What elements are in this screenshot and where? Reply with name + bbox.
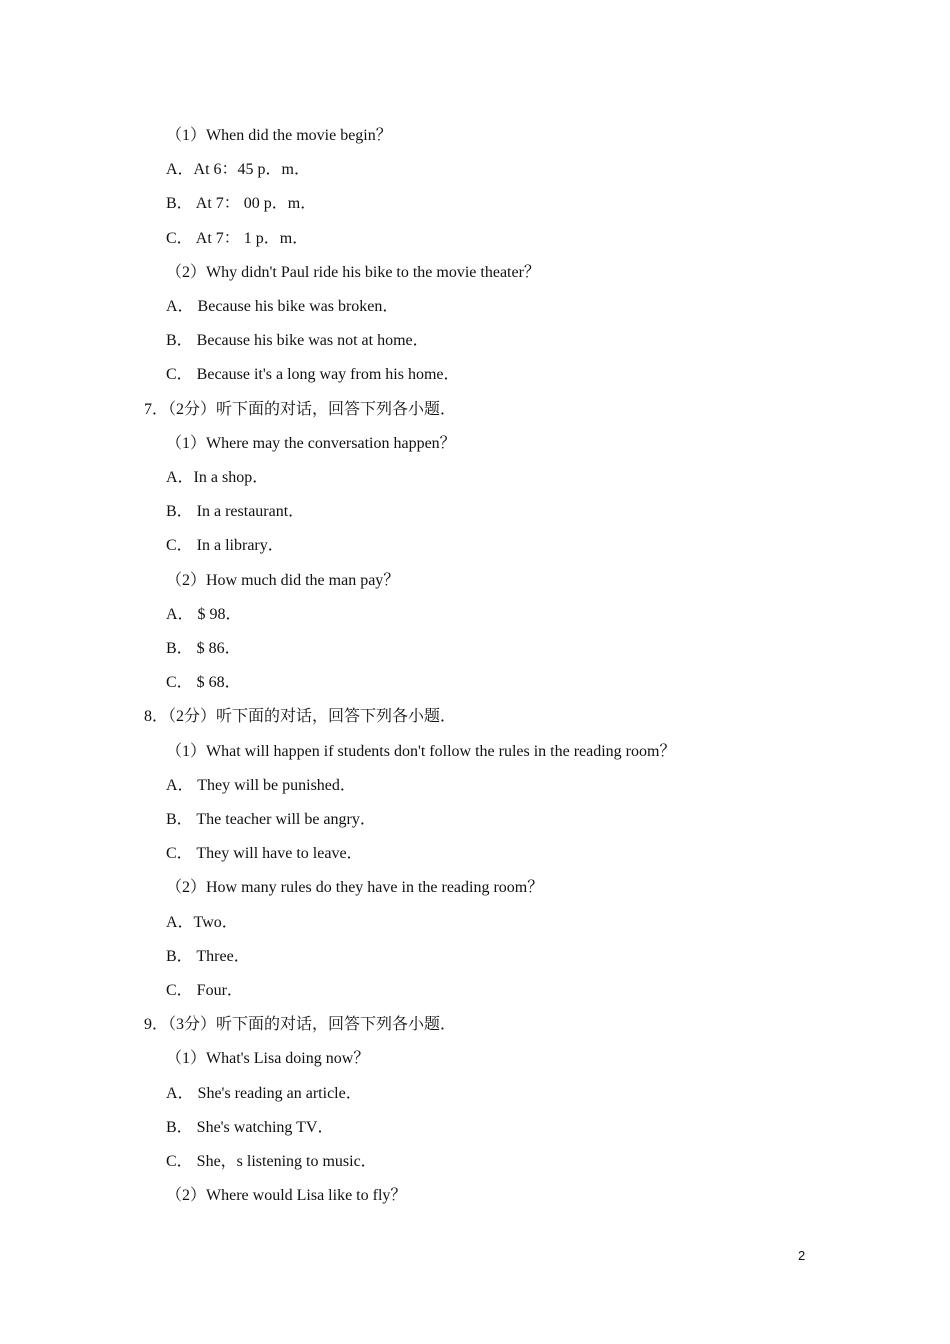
sub-question: （1）When did the movie begin？ bbox=[166, 127, 392, 144]
sub-question: （2）Where would Lisa like to fly？ bbox=[166, 1187, 407, 1205]
answer-option: A． $ 98． bbox=[166, 605, 242, 623]
answer-option: A． They will be punished． bbox=[166, 776, 356, 794]
answer-option: C． Four． bbox=[166, 982, 243, 999]
answer-option: A．At 6：45 p．m． bbox=[166, 161, 311, 179]
answer-option: C． $ 68． bbox=[166, 674, 241, 692]
question-heading: 9．（3分）听下面的对话，回答下列各小题． bbox=[144, 1016, 457, 1034]
answer-option: C． She，s listening to music． bbox=[166, 1153, 377, 1170]
answer-option: B． Three． bbox=[166, 947, 250, 965]
answer-option: A．In a shop． bbox=[166, 469, 269, 486]
question-heading: 8．（2分）听下面的对话，回答下列各小题． bbox=[144, 708, 457, 726]
sub-question: （2）How many rules do they have in the reading room？ bbox=[166, 879, 544, 897]
sub-question: （1）What's Lisa doing now？ bbox=[166, 1050, 370, 1068]
sub-question: （1）Where may the conversation happen？ bbox=[166, 434, 456, 452]
answer-option: B． In a restaurant． bbox=[166, 503, 305, 521]
answer-option: B． Because his bike was not at home． bbox=[166, 332, 429, 350]
answer-option: A． Because his bike was broken． bbox=[166, 298, 399, 315]
answer-option: B． The teacher will be angry． bbox=[166, 811, 376, 828]
sub-question: （2）Why didn't Paul ride his bike to the movie theater？ bbox=[166, 263, 540, 281]
answer-option: C． In a library． bbox=[166, 537, 284, 555]
answer-option: B． $ 86． bbox=[166, 640, 241, 657]
sub-question: （2）How much did the man pay？ bbox=[166, 571, 400, 589]
answer-option: A．Two． bbox=[166, 913, 238, 931]
page-number: 2 bbox=[798, 1248, 806, 1263]
answer-option: C． They will have to leave． bbox=[166, 845, 363, 863]
answer-option: B． At 7： 00 p．m． bbox=[166, 195, 317, 213]
sub-question: （1）What will happen if students don't follow the rules in the reading room？ bbox=[166, 742, 676, 760]
answer-option: A． She's reading an article． bbox=[166, 1084, 362, 1102]
answer-option: B． She's watching TV． bbox=[166, 1118, 334, 1136]
answer-option: C． At 7： 1 p．m． bbox=[166, 229, 309, 247]
answer-option: C． Because it's a long way from his home． bbox=[166, 366, 460, 384]
question-heading: 7．（2分）听下面的对话，回答下列各小题． bbox=[144, 400, 457, 418]
